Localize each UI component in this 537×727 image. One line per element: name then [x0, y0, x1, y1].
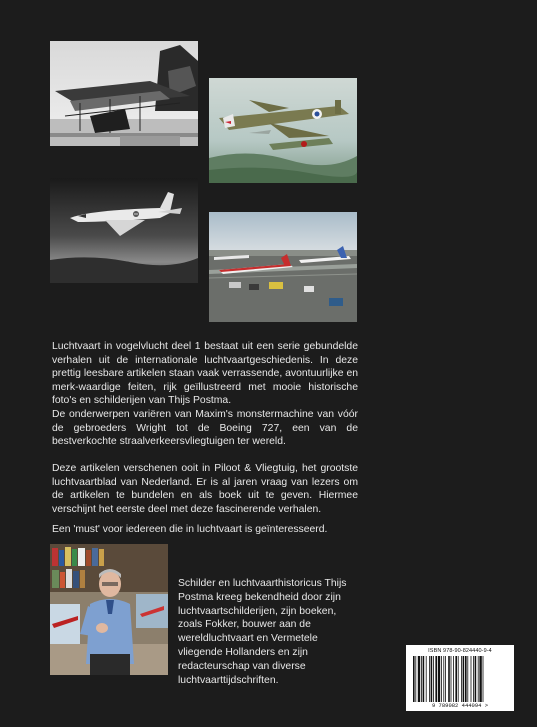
isbn-barcode: [406, 645, 514, 711]
barcode-digits: 9 789082 444094 >: [431, 702, 489, 709]
barcode-bars: [411, 656, 509, 702]
description-paragraph-3: Deze artikelen verschenen ooit in Piloot & Vliegtuig, het grootste luchtvaartblad van Nederland. Er is al jaren vraag van lezers om de artikelen te bundelen en als boek uit te geven. Hiermee verschijnt het eerste deel met deze fascinerende verhalen.: [52, 463, 358, 515]
description-paragraph-2: De onderwerpen variëren van Maxim's monstermachine van vóór de gebroeders Wright tot de Boeing 727, een van de bestverkochte straalverkeersvliegtuigen ter wereld.: [52, 409, 358, 448]
isbn-label: ISBN 978-90-824440-9-4: [428, 648, 492, 654]
author-bio: Schilder en luchtvaarthistoricus Thijs Postma kreeg bekendheid door zijn luchtvaartschilderijen, zijn boeken, zoals Fokker, bouwer aan de wereldluchtvaart en Vermetele vliegende Hollanders en zijn redacteurschap van diverse luchtvaarttijdschriften.: [178, 578, 347, 686]
author-photo: [50, 544, 168, 675]
photo-maxim-flying-machine: [50, 41, 198, 146]
photo-p40-painting: [209, 78, 357, 183]
photo-airport-apron: [209, 212, 357, 322]
description-paragraph-1: Luchtvaart in vogelvlucht deel 1 bestaat uit een serie gebundelde verhalen uit de internationale luchtvaartgeschiedenis. In deze prettig leesbare artikelen staan vaak verrassende, avontuurlijke en merk-waardige feiten, rijk geïllustreerd met mooie historische foto's en schilderijen van Thijs Postma.: [52, 341, 358, 407]
photo-bell-x1: [50, 178, 198, 283]
description-paragraph-4: Een 'must' voor iedereen die in luchtvaart is geïnteresseerd.: [52, 524, 328, 535]
